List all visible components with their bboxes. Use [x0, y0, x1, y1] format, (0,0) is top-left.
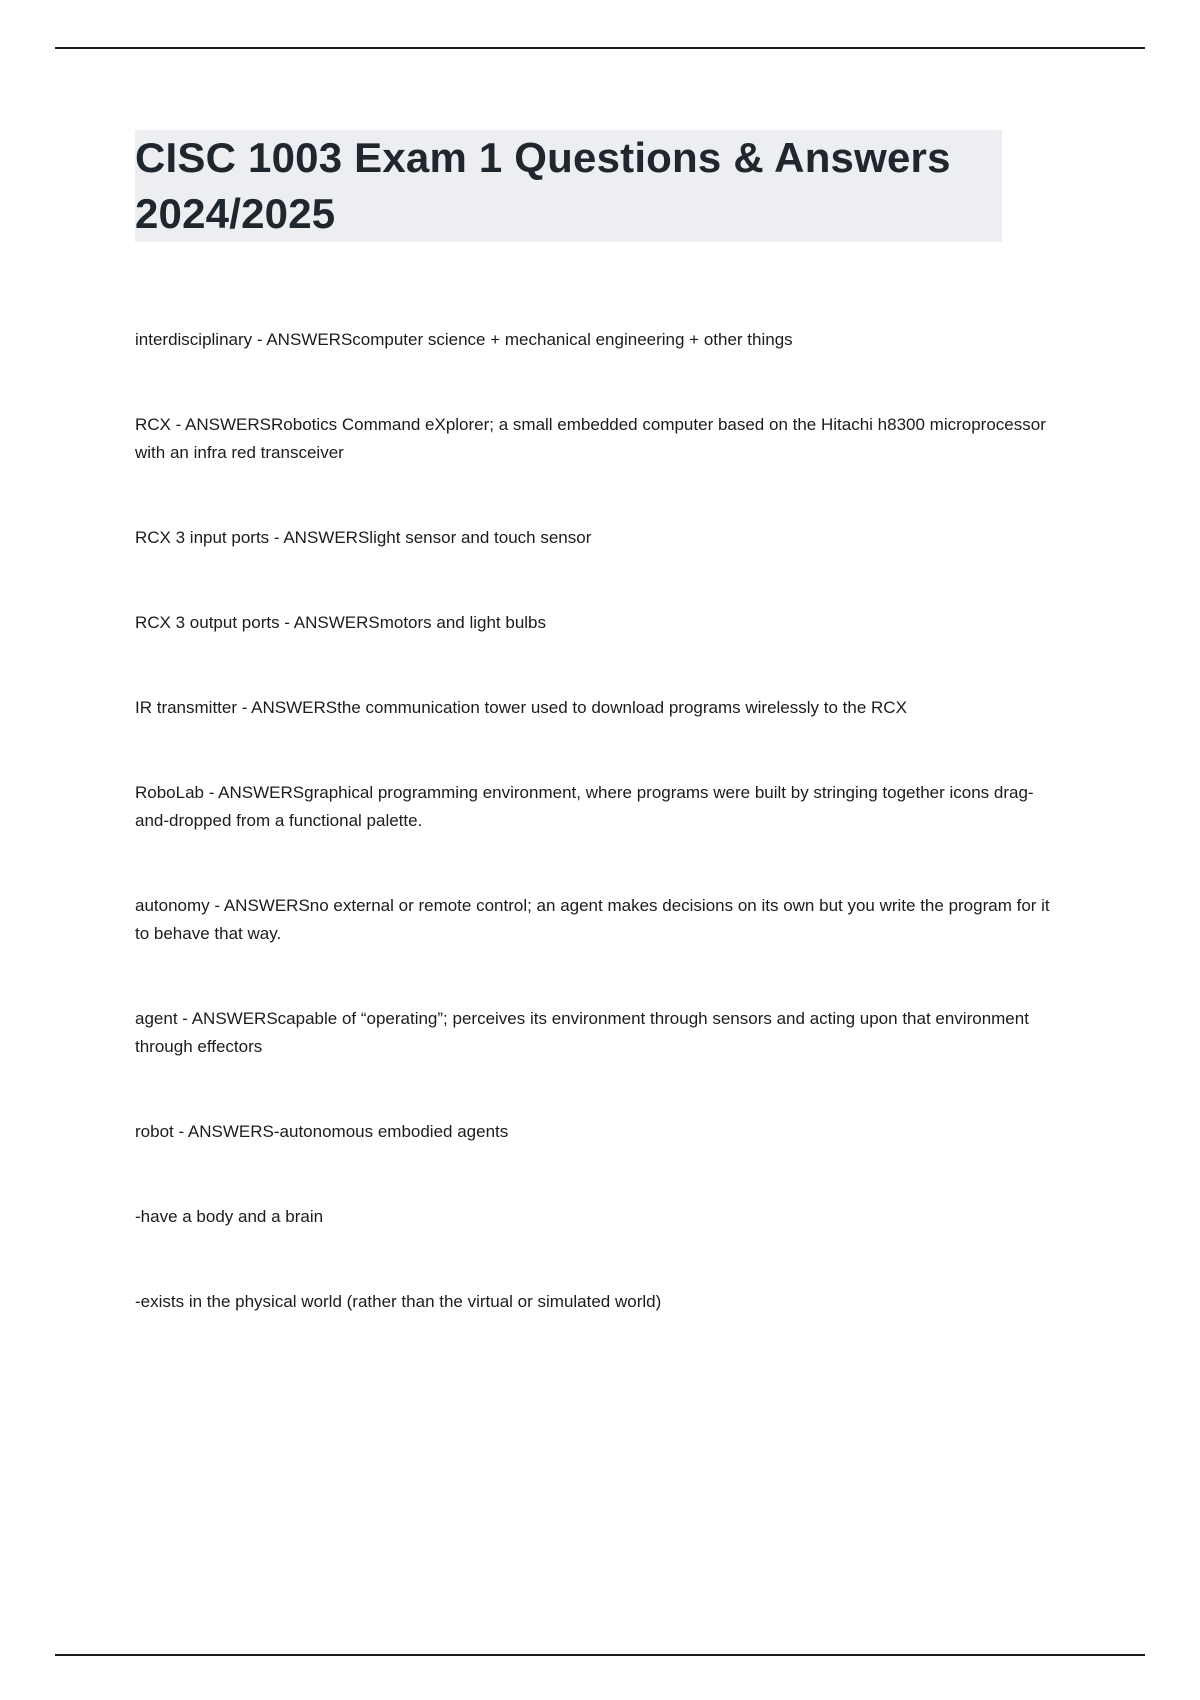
qa-paragraph: RoboLab - ANSWERSgraphical programming environment, where programs were built by stringing together icons drag-and-dropped from a functional palette.: [135, 783, 1034, 830]
qa-paragraph: autonomy - ANSWERSno external or remote control; an agent makes decisions on its own but you write the program for it to behave that way.: [135, 896, 1050, 943]
qa-paragraph: RCX 3 input ports - ANSWERSlight sensor and touch sensor: [135, 528, 592, 547]
qa-paragraph: RCX 3 output ports - ANSWERSmotors and light bulbs: [135, 613, 547, 632]
qa-paragraph: IR transmitter - ANSWERSthe communication tower used to download programs wirelessly to the RCX: [135, 698, 907, 717]
qa-list: [135, 326, 1070, 1316]
document-content: [135, 130, 1070, 1373]
bottom-divider: [55, 1654, 1145, 1656]
qa-paragraph: robot - ANSWERS-autonomous embodied agents: [135, 1122, 509, 1141]
qa-paragraph: RCX - ANSWERSRobotics Command eXplorer; a small embedded computer based on the Hitachi h8300 microprocessor with an infra red transceiver: [135, 415, 1046, 462]
page-title: CISC 1003 Exam 1 Questions & Answers 2024/2025: [135, 130, 1002, 242]
qa-paragraph: interdisciplinary - ANSWERScomputer science + mechanical engineering + other things: [135, 330, 793, 349]
qa-paragraph: -have a body and a brain: [135, 1207, 324, 1226]
qa-paragraph: agent - ANSWERScapable of “operating”; perceives its environment through sensors and acting upon that environment through effectors: [135, 1009, 1029, 1056]
qa-paragraph: -exists in the physical world (rather than the virtual or simulated world): [135, 1292, 662, 1311]
top-divider: [55, 47, 1145, 49]
